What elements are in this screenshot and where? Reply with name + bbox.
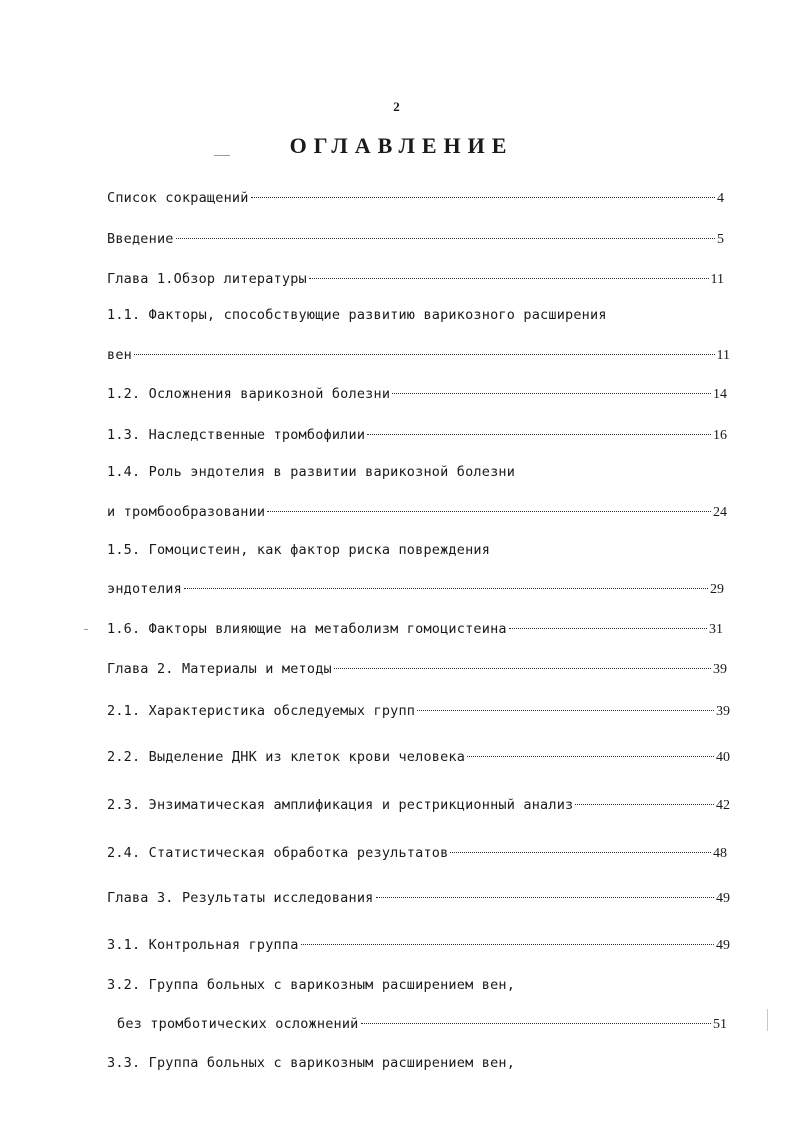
toc-entry-page: 14 bbox=[713, 387, 727, 402]
toc-entry-text: 2.4. Статистическая обработка результатов bbox=[107, 845, 449, 861]
toc-entry-page: 24 bbox=[713, 505, 727, 520]
toc-entry-text: Список сокращений bbox=[107, 190, 249, 206]
toc-entry-page: 51 bbox=[713, 1017, 727, 1032]
toc-entry-page: 48 bbox=[713, 846, 727, 861]
dot-leader bbox=[267, 511, 711, 512]
toc-entry-page: 29 bbox=[710, 582, 724, 597]
toc-entry-text: 2.3. Энзиматическая амплификация и рестрикционный анализ bbox=[107, 797, 574, 813]
dot-leader bbox=[367, 434, 711, 435]
toc-entry-text: вен bbox=[107, 347, 132, 363]
toc-entry-page: 4 bbox=[717, 191, 724, 206]
toc-entry-text: 1.3. Наследственные тромбофилии bbox=[107, 427, 366, 443]
toc-entry-page: 11 bbox=[716, 348, 730, 363]
dot-leader bbox=[376, 897, 715, 898]
toc-entry-text: эндотелия bbox=[107, 581, 182, 597]
toc-entry-text: Глава 3. Результаты исследования bbox=[107, 890, 374, 906]
toc-entry-2-1[interactable] bbox=[107, 702, 730, 721]
toc-entry-1-5[interactable] bbox=[107, 580, 724, 599]
toc-entry-text: и тромбообразовании bbox=[107, 504, 266, 520]
toc-entry-text: Глава 2. Материалы и методы bbox=[107, 661, 332, 677]
toc-entry-text: без тромботических осложнений bbox=[117, 1016, 359, 1032]
toc-entry-text: 1.6. Факторы влияющие на метаболизм гомоцистеина bbox=[107, 621, 507, 637]
toc-entry-page: 39 bbox=[713, 662, 727, 677]
toc-entry-3-2[interactable] bbox=[117, 1015, 727, 1034]
toc-entry-1-3[interactable] bbox=[107, 426, 727, 445]
page-number: 2 bbox=[393, 99, 400, 114]
toc-entry-text: 3.1. Контрольная группа bbox=[107, 937, 299, 953]
toc-entry-page: 5 bbox=[717, 232, 724, 247]
toc-entry-page: 40 bbox=[716, 750, 730, 765]
dot-leader bbox=[184, 588, 708, 589]
toc-entry-1-4[interactable] bbox=[107, 503, 727, 522]
dot-leader bbox=[134, 354, 715, 355]
toc-entry-abbreviations[interactable] bbox=[107, 189, 724, 208]
toc-entry-page: 39 bbox=[716, 704, 730, 719]
toc-entry-3-2-line-1: 3.2. Группа больных с варикозным расширением вен, bbox=[107, 977, 516, 993]
toc-entry-1-5-line-1: 1.5. Гомоцистеин, как фактор риска повреждения bbox=[107, 542, 491, 558]
dot-leader bbox=[575, 804, 714, 805]
toc-entry-page: 31 bbox=[709, 622, 723, 637]
scan-artifact bbox=[767, 1009, 768, 1031]
toc-entry-2-4[interactable] bbox=[107, 844, 727, 863]
dot-leader bbox=[361, 1023, 711, 1024]
toc-entry-1-4-line-1: 1.4. Роль эндотелия в развитии варикозной болезни bbox=[107, 464, 516, 480]
toc-entry-page: 49 bbox=[716, 891, 730, 906]
toc-entry-page: 42 bbox=[716, 798, 730, 813]
toc-entry-3-1[interactable] bbox=[107, 936, 730, 955]
dot-leader bbox=[392, 393, 711, 394]
toc-entry-chapter-1[interactable] bbox=[107, 270, 724, 289]
toc-entry-text: 2.1. Характеристика обследуемых групп bbox=[107, 703, 416, 719]
toc-entry-2-3[interactable] bbox=[107, 796, 730, 815]
toc-entry-2-2[interactable] bbox=[107, 748, 730, 767]
toc-entry-chapter-3[interactable] bbox=[107, 889, 730, 908]
toc-entry-text: Глава 1.Обзор литературы bbox=[107, 271, 307, 287]
toc-entry-page: 11 bbox=[710, 272, 724, 287]
toc-entry-3-3-line-1: 3.3. Группа больных с варикозным расширением вен, bbox=[107, 1055, 516, 1071]
dot-leader bbox=[309, 278, 709, 279]
toc-entry-1-1[interactable] bbox=[107, 346, 730, 365]
scan-artifact bbox=[84, 629, 88, 630]
dot-leader bbox=[251, 197, 715, 198]
toc-entry-text: 2.2. Выделение ДНК из клеток крови человека bbox=[107, 749, 466, 765]
toc-entry-1-1-line-1: 1.1. Факторы, способствующие развитию варикозного расширения bbox=[107, 307, 607, 323]
toc-entry-page: 49 bbox=[716, 938, 730, 953]
dot-leader bbox=[334, 668, 711, 669]
dot-leader bbox=[301, 944, 714, 945]
toc-entry-1-2[interactable] bbox=[107, 385, 727, 404]
toc-entry-page: 16 bbox=[713, 428, 727, 443]
toc-entry-introduction[interactable] bbox=[107, 230, 724, 249]
toc-entry-1-6[interactable] bbox=[107, 620, 723, 639]
dot-leader bbox=[450, 852, 711, 853]
dot-leader bbox=[176, 238, 715, 239]
toc-title: ОГЛАВЛЕНИЕ bbox=[289, 133, 514, 158]
dot-leader bbox=[509, 628, 707, 629]
dot-leader bbox=[417, 710, 714, 711]
toc-entry-chapter-2[interactable] bbox=[107, 660, 727, 679]
scan-artifact bbox=[214, 155, 230, 156]
dot-leader bbox=[467, 756, 714, 757]
toc-entry-text: Введение bbox=[107, 231, 174, 247]
toc-entry-text: 1.2. Осложнения варикозной болезни bbox=[107, 386, 391, 402]
